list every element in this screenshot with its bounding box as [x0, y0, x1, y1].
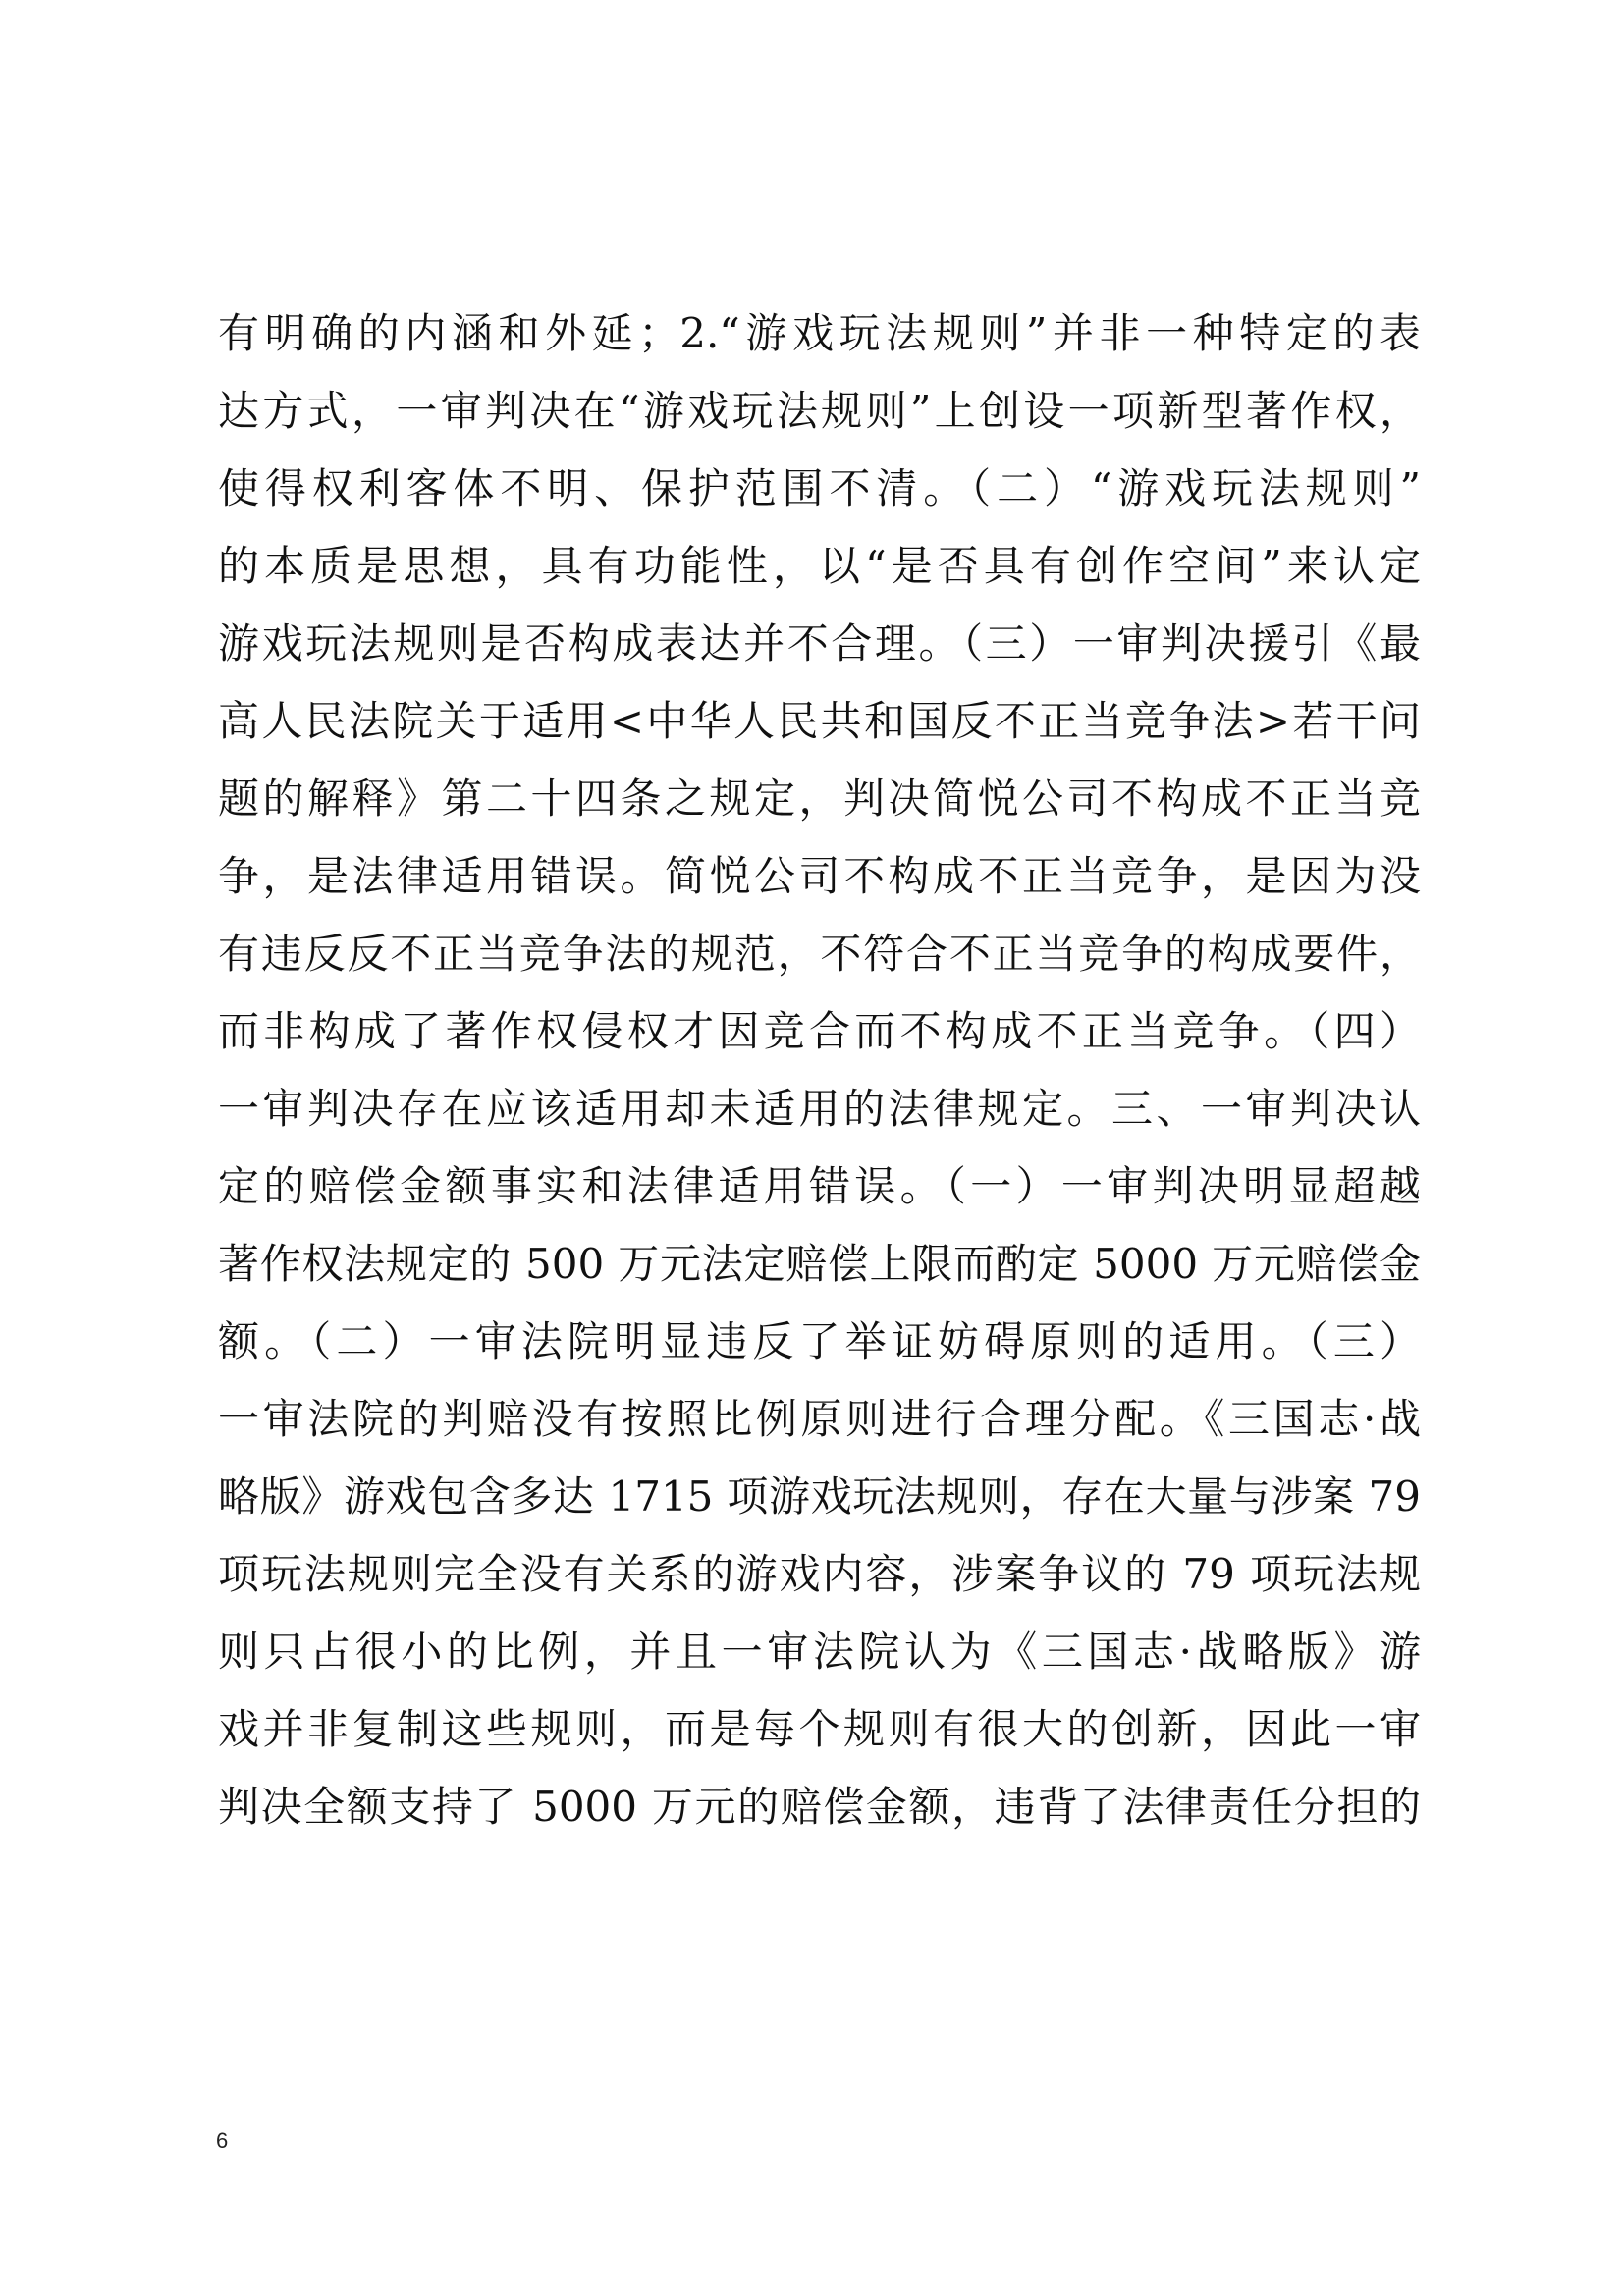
text-line-14: 额。（二）一审法院明显违反了举证妨碍原则的适用。（三）	[218, 1317, 1421, 1365]
text-line-15: 一审法院的判赔没有按照比例原则进行合理分配。《三国志·战	[218, 1395, 1421, 1443]
text-line-10: 而非构成了著作权侵权才因竞合而不构成不正当竞争。（四）	[218, 1007, 1421, 1055]
text-line-17: 项玩法规则完全没有关系的游戏内容，涉案争议的 79 项玩法规	[218, 1550, 1421, 1598]
body-text	[218, 294, 1421, 1845]
page-number: 6	[216, 2128, 229, 2153]
text-line-5: 游戏玩法规则是否构成表达并不合理。（三）一审判决援引《最	[218, 619, 1421, 667]
text-line-8: 争，是法律适用错误。简悦公司不构成不正当竞争，是因为没	[218, 852, 1421, 900]
text-line-11: 一审判决存在应该适用却未适用的法律规定。三、一审判决认	[218, 1085, 1421, 1133]
text-line-3: 使得权利客体不明、保护范围不清。（二）“游戏玩法规则”	[218, 464, 1421, 512]
text-line-12: 定的赔偿金额事实和法律适用错误。（一）一审判决明显超越	[218, 1162, 1421, 1210]
text-line-1: 有明确的内涵和外延；2.“游戏玩法规则”并非一种特定的表	[218, 309, 1421, 357]
text-line-16: 略版》游戏包含多达 1715 项游戏玩法规则，存在大量与涉案 79	[218, 1472, 1421, 1521]
text-line-2: 达方式，一审判决在“游戏玩法规则”上创设一项新型著作权，	[218, 387, 1421, 435]
text-line-20: 判决全额支持了 5000 万元的赔偿金额，违背了法律责任分担的	[218, 1783, 1421, 1831]
text-line-4: 的本质是思想，具有功能性，以“是否具有创作空间”来认定	[218, 542, 1421, 590]
text-line-18: 则只占很小的比例，并且一审法院认为《三国志·战略版》游	[218, 1628, 1421, 1676]
text-line-7: 题的解释》第二十四条之规定，判决简悦公司不构成不正当竞	[218, 774, 1421, 823]
text-line-19: 戏并非复制这些规则，而是每个规则有很大的创新，因此一审	[218, 1705, 1421, 1753]
text-line-13: 著作权法规定的 500 万元法定赔偿上限而酌定 5000 万元赔偿金	[218, 1240, 1421, 1288]
text-line-6: 高人民法院关于适用<中华人民共和国反不正当竞争法>若干问	[218, 697, 1421, 745]
text-line-9: 有违反反不正当竞争法的规范，不符合不正当竞争的构成要件，	[218, 930, 1421, 978]
